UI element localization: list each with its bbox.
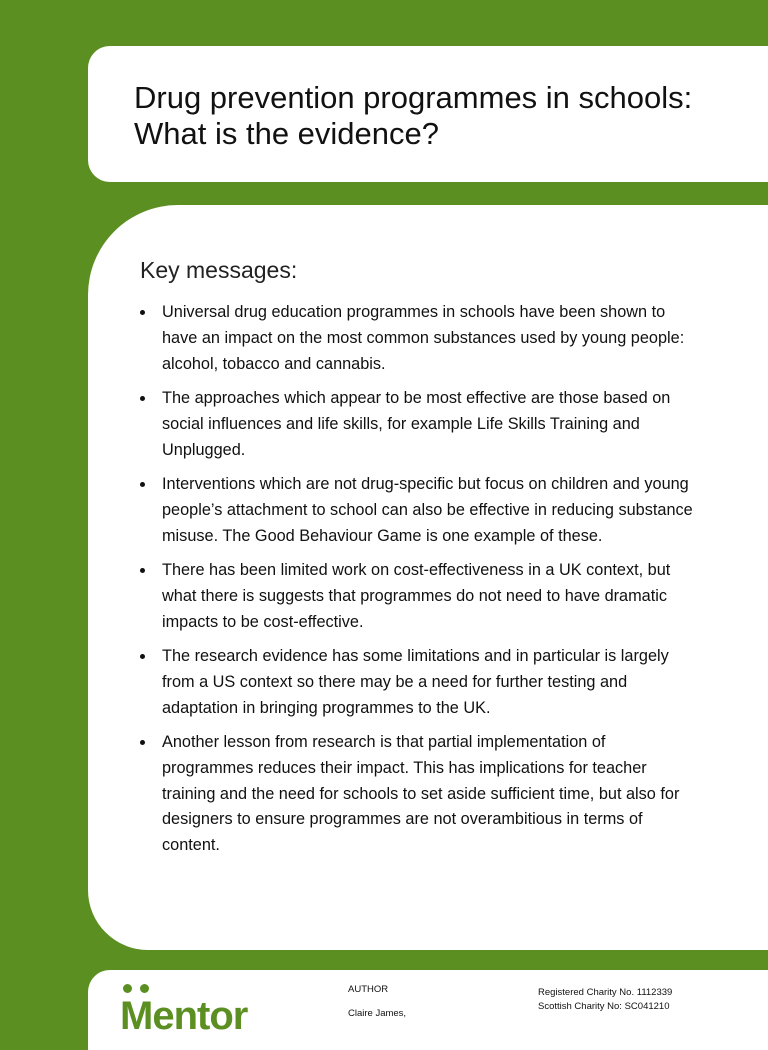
list-item (140, 386, 700, 463)
list-item (140, 730, 700, 859)
footer (88, 970, 768, 1050)
key-messages-card (88, 205, 768, 950)
bullet-icon (140, 310, 145, 315)
list-item (140, 472, 700, 549)
list-item (140, 300, 700, 377)
page-title-line-2: What is the evidence? (134, 116, 440, 151)
list-item-text: The research evidence has some limitations and in particular is largely from a US context so there may be a need for further testing and adaptation in bringing programmes to the UK. (162, 646, 669, 717)
list-item-text: Interventions which are not drug-specific but focus on children and young people’s attachment to school can also be effective in reducing substance misuse. The Good Behaviour Game is one example of these. (162, 474, 693, 545)
page-title-line-1: Drug prevention programmes in schools: (134, 80, 693, 115)
scottish-charity-number: Scottish Charity No: SC041210 (538, 1001, 670, 1012)
list-item-text: Universal drug education programmes in schools have been shown to have an impact on the most common substances used by young people: alcohol, tobacco and cannabis. (162, 303, 685, 373)
bullet-icon (140, 568, 145, 573)
title-card (88, 46, 768, 182)
logo-dot-icon (140, 984, 149, 993)
charity-number: Registered Charity No. 1112339 (538, 987, 673, 998)
author-block (348, 984, 406, 1020)
list-item (140, 644, 700, 721)
bullet-icon (140, 396, 145, 401)
logo-dot-icon (123, 984, 132, 993)
logo-text: Mentor (120, 994, 248, 1038)
list-item-text: The approaches which appear to be most effective are those based on social influences and life skills, for example Life Skills Training and Unplugged. (162, 388, 671, 459)
key-messages-list (140, 300, 700, 859)
mentor-logo (120, 982, 280, 1038)
list-item-text: There has been limited work on cost-effectiveness in a UK context, but what there is suggests that programmes do not need to have dramatic impacts to be cost-effective. (162, 560, 671, 631)
author-name: Claire James, (348, 1008, 407, 1019)
charity-info (538, 986, 672, 1014)
bullet-icon (140, 740, 145, 745)
key-messages-heading: Key messages: (140, 257, 298, 283)
bullet-icon (140, 654, 145, 659)
list-item (140, 558, 700, 635)
list-item-text: Another lesson from research is that partial implementation of programmes reduces their impact. This has implications for teacher training and the need for schools to set aside sufficient time, but also for designers to ensure programmes are not overambitious in terms of content. (162, 732, 680, 855)
bullet-icon (140, 482, 145, 487)
author-label: AUTHOR (348, 984, 389, 995)
